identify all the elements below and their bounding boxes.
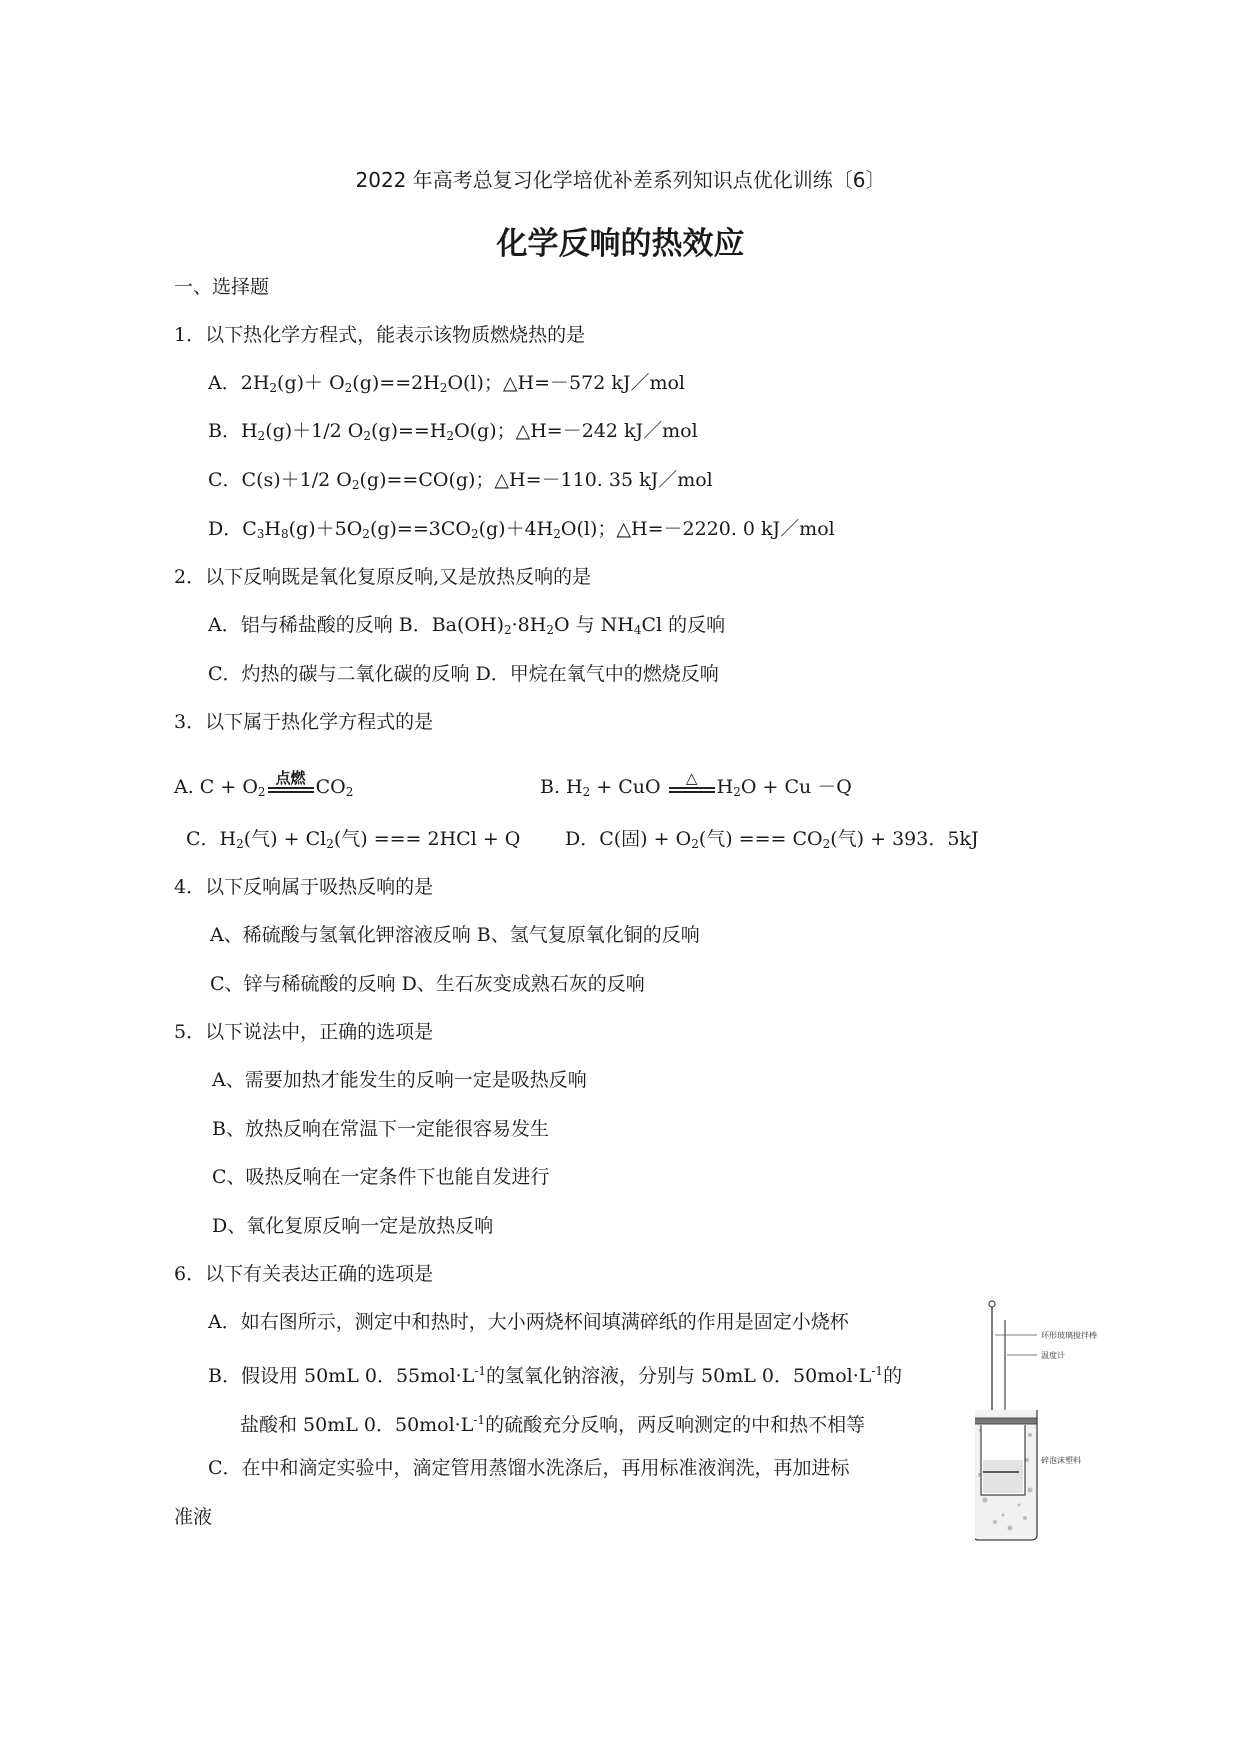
q5-option-c: C、吸热反响在一定条件下也能自发进行	[212, 1166, 550, 1188]
question-5-stem: 5．以下说法中，正确的选项是	[174, 1021, 434, 1043]
q3-option-c: C．$H_2$(气) + $Cl_2$(气) === 2HCl + Q	[186, 828, 521, 851]
figure-label-foam: 碎泡沫塑料	[1041, 1456, 1081, 1465]
q2-options-cd: C．灼热的碳与二氧化碳的反响 D．甲烷在氧气中的燃烧反响	[208, 663, 719, 685]
document-subtitle: 2022 年高考总复习化学培优补差系列知识点优化训练〔6〕	[355, 168, 886, 192]
question-3-stem: 3．以下属于热化学方程式的是	[174, 711, 434, 733]
ignition-condition-mark: 点燃	[268, 774, 314, 800]
q2-options-ab: A．铝与稀盐酸的反响 B．$Ba(OH)_2\cdot 8H_2O$ 与 $NH_4Cl$ 的反响	[208, 614, 726, 637]
q1-option-b: B．$H_2(g)+1/2$ $O_2(g)==H_2O(g)$；△H=－242 kJ／mol	[208, 420, 698, 443]
q3-option-a: A. $C + O_2$ 点燃 $CO_2$	[174, 769, 354, 799]
q1-option-c: C．C(s)＋1/2 $O_2(g)==CO(g)$；△H=－110. 35 kJ／mol	[208, 469, 713, 492]
q6-option-c-line2: 准液	[174, 1506, 213, 1528]
q4-options-cd: C、锌与稀硫酸的反响 D、生石灰变成熟石灰的反响	[210, 973, 645, 995]
q5-option-d: D、氧化复原反响一定是放热反响	[212, 1215, 494, 1237]
q1-option-d: D．$C_3H_8(g)+5O_2(g)==3CO_2(g)+4H_2O(l)$；△H=－2220. 0 kJ／mol	[208, 518, 835, 541]
q6-option-b-line1: B．假设用 50mL 0．$55mol\cdot L^{-1}$的氢氧化钠溶液，分别与 50mL 0．$50mol\cdot L^{-1}$的	[208, 1364, 903, 1387]
q3-option-d: D．C(固) + $O_2$(气) === $CO_2$(气) + 393．5kJ	[565, 828, 979, 851]
q6-option-a: A．如右图所示，测定中和热时，大小两烧杯间填满碎纸的作用是固定小烧杯	[208, 1311, 849, 1333]
q5-option-b: B、放热反响在常温下一定能很容易发生	[212, 1118, 549, 1140]
figure-label-stirrer: 环形玻璃搅拌棒	[1041, 1331, 1097, 1340]
q5-option-a: A、需要加热才能发生的反响一定是吸热反响	[212, 1069, 587, 1091]
question-2-stem: 2．以下反响既是氧化复原反响,又是放热反响的是	[174, 566, 592, 588]
q3-option-b: B. $H_2$ + CuO △ $H_2O + Cu -Q$	[540, 769, 852, 799]
question-1-stem: 1．以下热化学方程式，能表示该物质燃烧热的是	[174, 324, 586, 346]
section-heading: 一、选择题	[174, 276, 270, 298]
question-6-stem: 6．以下有关表达正确的选项是	[174, 1263, 434, 1285]
q4-options-ab: A、稀硫酸与氢氧化钾溶液反响 B、氢气复原氧化铜的反响	[210, 924, 700, 946]
q6-option-b-line2: 盐酸和 50mL 0．$50mol\cdot L^{-1}$的硫酸充分反响，两反响测定的中和热不相等	[240, 1413, 866, 1436]
heating-condition-mark: △	[669, 774, 715, 800]
q6-option-c-line1: C．在中和滴定实验中，滴定管用蒸馏水洗涤后，再用标准液润洗，再加进标	[208, 1457, 850, 1479]
question-4-stem: 4．以下反响属于吸热反响的是	[174, 876, 434, 898]
figure-label-thermometer: 温度计	[1041, 1351, 1065, 1360]
q1-option-a: A．$2H_2(g)+ O_2(g)==2H_2O(l)$；△H=－572 kJ／mol	[208, 372, 685, 395]
calorimeter-figure	[975, 1300, 1205, 1550]
document-title: 化学反响的热效应	[496, 226, 745, 262]
